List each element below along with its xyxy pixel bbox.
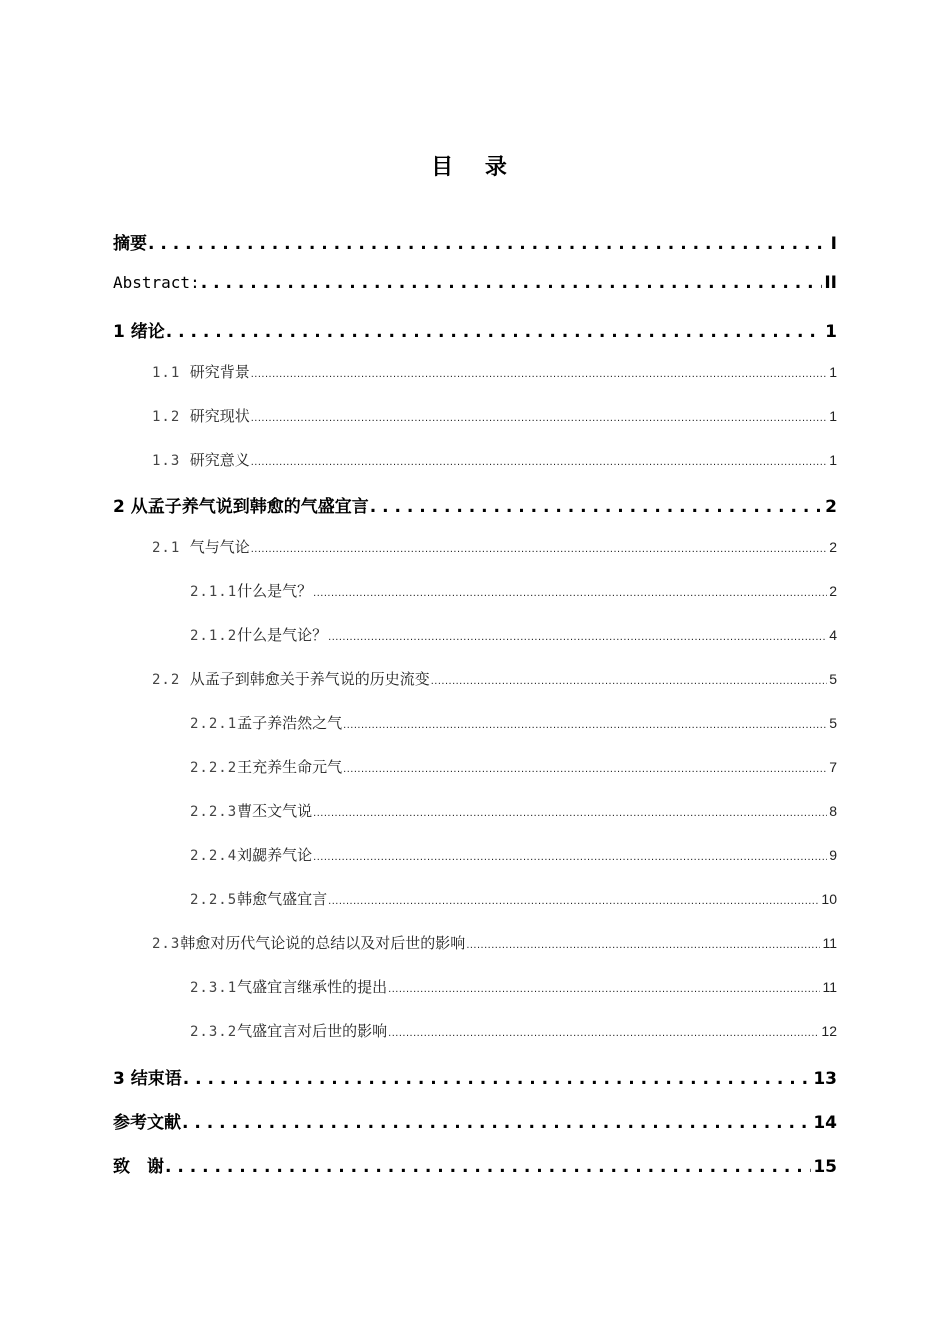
toc-entry-page: II: [824, 273, 837, 293]
toc-entry-label: 2.3韩愈对历代气论说的总结以及对后世的影响: [152, 934, 466, 952]
dot-leader: [182, 1113, 811, 1133]
dot-leader: [343, 714, 827, 732]
toc-entry-page: 1: [829, 408, 837, 424]
toc-entry-label: 致 谢: [113, 1157, 164, 1177]
dot-leader: [183, 1069, 812, 1089]
toc-entry-page: 2: [825, 497, 837, 517]
dot-leader: [328, 890, 819, 908]
dot-leader: [388, 978, 820, 996]
toc-entry-chapter-2[interactable]: [113, 492, 837, 516]
dot-leader: [313, 846, 827, 864]
toc-entry-1-1[interactable]: [152, 361, 837, 385]
toc-entry-page: 14: [813, 1113, 837, 1133]
toc-entry-page: 13: [813, 1069, 837, 1089]
dot-leader: [165, 1157, 811, 1177]
toc-entry-label: 2.2.1孟子养浩然之气: [190, 714, 343, 732]
toc-entry-2-2-3[interactable]: [190, 800, 837, 824]
toc-entry-page: 5: [829, 715, 837, 731]
toc-entry-label: 1.3 研究意义: [152, 451, 250, 469]
dot-leader: [313, 582, 827, 600]
toc-entry-label: 2.1.2什么是气论？: [190, 626, 328, 644]
toc-entry-page: 2: [829, 583, 837, 599]
toc-entry-page: 11: [822, 935, 837, 951]
toc-entry-abstract-cn[interactable]: [113, 229, 837, 253]
toc-entry-page: 10: [821, 891, 837, 907]
toc-entry-2-2-1[interactable]: [190, 712, 837, 736]
toc-entry-page: 11: [822, 979, 837, 995]
toc-entry-chapter-1[interactable]: [113, 317, 837, 341]
dot-leader: [431, 670, 827, 688]
toc-entry-label: 2.2.4刘勰养气论: [190, 846, 313, 864]
dot-leader: [388, 1022, 819, 1040]
page-title: 目 录: [431, 155, 519, 180]
toc-entry-label: 2.2.3曹丕文气说: [190, 802, 313, 820]
toc-entry-abstract-en[interactable]: [113, 273, 837, 297]
toc-entry-label: Abstract:: [113, 273, 200, 292]
toc-entry-label: 1.2 研究现状: [152, 407, 250, 425]
toc-entry-label: 2.2.5韩愈气盛宜言: [190, 890, 328, 908]
toc-entry-label: 2.1.1什么是气？: [190, 582, 313, 600]
toc-entry-label: 1 绪论: [113, 322, 165, 342]
toc-entry-label: 参考文献: [113, 1113, 181, 1133]
toc-entry-acknowledgements[interactable]: [113, 1152, 837, 1176]
toc-entry-page: 7: [829, 759, 837, 775]
toc-entry-page: 1: [825, 322, 837, 342]
dot-leader: [251, 451, 827, 469]
toc-entry-label: 2 从孟子养气说到韩愈的气盛宜言: [113, 497, 369, 517]
toc-entry-label: 2.3.1气盛宜言继承性的提出: [190, 978, 388, 996]
dot-leader: [251, 407, 827, 425]
toc-entry-2-2[interactable]: [152, 668, 837, 692]
toc-entry-label: 2.2.2王充养生命元气: [190, 758, 343, 776]
dot-leader: [328, 626, 827, 644]
dot-leader: [251, 538, 827, 556]
toc-entry-page: 1: [829, 452, 837, 468]
toc-entry-page: 2: [829, 539, 837, 555]
toc-entry-1-2[interactable]: [152, 405, 837, 429]
toc-entry-2-2-2[interactable]: [190, 756, 837, 780]
toc-entry-2-2-4[interactable]: [190, 844, 837, 868]
toc-entry-chapter-3[interactable]: [113, 1064, 837, 1088]
toc-entry-page: 1: [829, 364, 837, 380]
toc-entry-page: 15: [813, 1157, 837, 1177]
toc-entry-page: 12: [821, 1023, 837, 1039]
toc-entry-2-3[interactable]: [152, 932, 837, 956]
toc-entry-references[interactable]: [113, 1108, 837, 1132]
dot-leader: [313, 802, 827, 820]
toc-entry-page: I: [830, 234, 837, 254]
toc-entry-label: 1.1 研究背景: [152, 363, 250, 381]
toc-entry-label: 摘要: [113, 234, 147, 254]
toc-entry-2-1-2[interactable]: [190, 624, 837, 648]
toc-entry-2-1-1[interactable]: [190, 580, 837, 604]
toc-entry-2-3-2[interactable]: [190, 1020, 837, 1044]
toc-entry-label: 2.1 气与气论: [152, 538, 250, 556]
toc-entry-page: 5: [829, 671, 837, 687]
toc-entry-2-1[interactable]: [152, 536, 837, 560]
toc-entry-2-2-5[interactable]: [190, 888, 837, 912]
toc-entry-label: 2.2 从孟子到韩愈关于养气说的历史流变: [152, 670, 430, 688]
toc-entry-page: 8: [829, 803, 837, 819]
dot-leader: [466, 934, 820, 952]
toc-entry-1-3[interactable]: [152, 449, 837, 473]
toc-entry-label: 2.3.2气盛宜言对后世的影响: [190, 1022, 388, 1040]
dot-leader: [370, 497, 823, 517]
toc-entry-2-3-1[interactable]: [190, 976, 837, 1000]
toc-entry-page: 4: [829, 627, 837, 643]
toc-entry-label: 3 结束语: [113, 1069, 182, 1089]
dot-leader: [343, 758, 827, 776]
dot-leader: [166, 322, 823, 342]
dot-leader: [201, 273, 823, 293]
dot-leader: [148, 234, 829, 254]
dot-leader: [251, 363, 827, 381]
toc-entry-page: 9: [829, 847, 837, 863]
